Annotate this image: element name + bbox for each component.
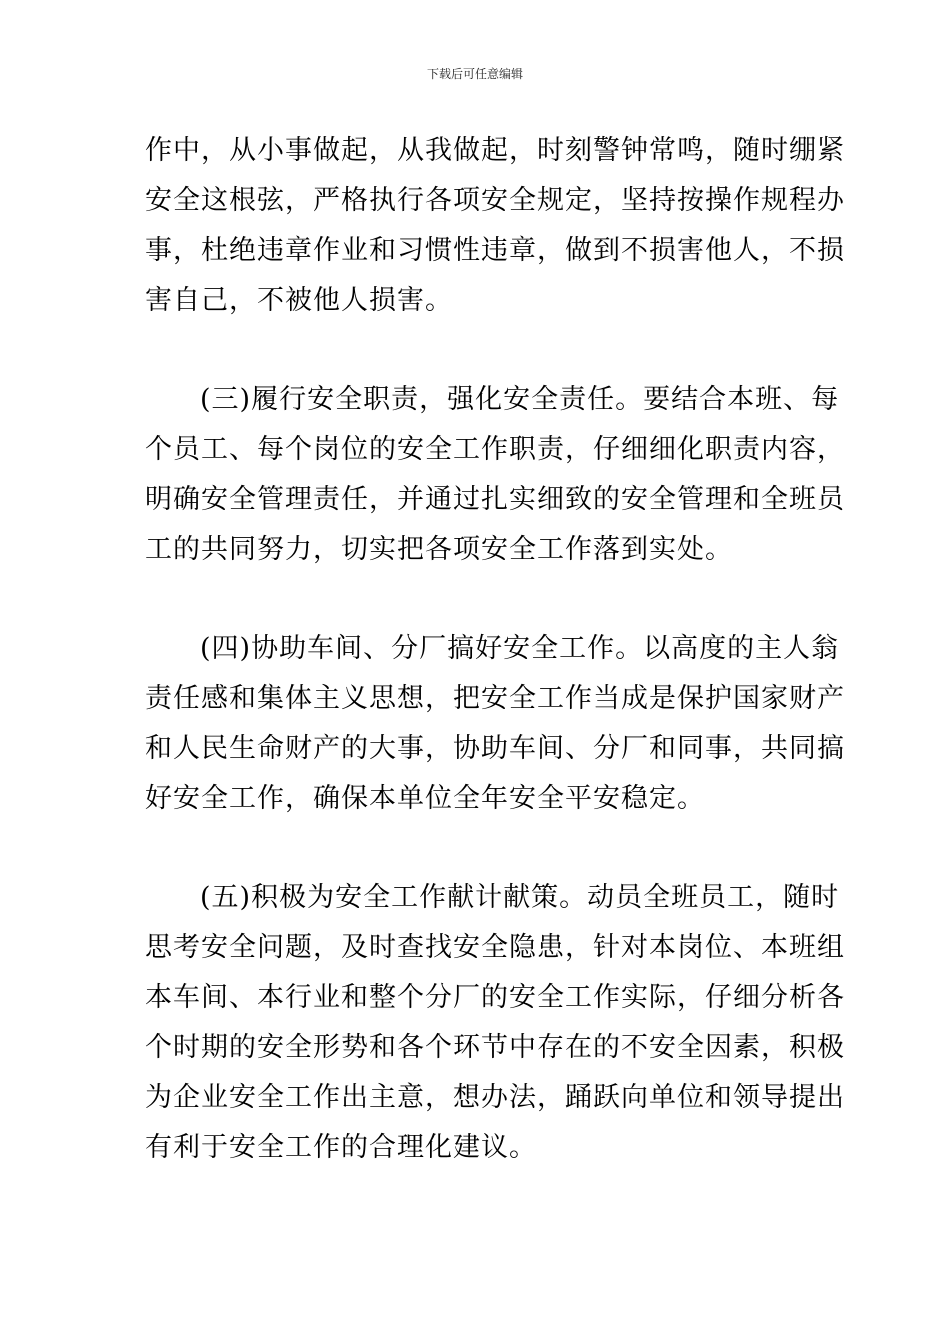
paragraph-gap — [145, 326, 807, 375]
paragraph-gap — [145, 575, 807, 624]
text-line: 害自己，不被他人损害。 — [145, 285, 453, 316]
text-line: 好安全工作，确保本单位全年安全平安稳定。 — [145, 783, 705, 814]
text-line: 作中，从小事做起，从我做起，时刻警钟常鸣，随时绷紧 — [145, 135, 845, 166]
text-line: 为企业安全工作出主意，想办法，踊跃向单位和领导提出 — [145, 1082, 845, 1113]
text-line: 本车间、本行业和整个分厂的安全工作实际，仔细分析各 — [145, 982, 845, 1013]
text-line: 责任感和集体主义思想，把安全工作当成是保护国家财产 — [145, 683, 845, 714]
paragraph-gap — [145, 824, 807, 873]
text-line: 个时期的安全形势和各个环节中存在的不安全因素，积极 — [145, 1032, 845, 1063]
text-line: (五)积极为安全工作献计献策。动员全班员工，随时 — [200, 882, 840, 913]
paragraph-section-3 — [145, 375, 845, 575]
text-line: 工的共同努力，切实把各项安全工作落到实处。 — [145, 534, 733, 565]
text-line: 和人民生命财产的大事，协助车间、分厂和同事，共同搞 — [145, 733, 845, 764]
document-body — [145, 126, 845, 1173]
text-line: 思考安全问题，及时查找安全隐患，针对本岗位、本班组 — [145, 932, 845, 963]
text-line: 安全这根弦，严格执行各项安全规定，坚持按操作规程办 — [145, 185, 845, 216]
paragraph-continuation — [145, 126, 845, 326]
text-line: 个员工、每个岗位的安全工作职责，仔细细化职责内容， — [145, 434, 845, 465]
header-note: 下载后可任意编辑 — [426, 67, 523, 81]
text-line: (三)履行安全职责，强化安全责任。要结合本班、每 — [200, 384, 840, 415]
text-line: 明确安全管理责任，并通过扎实细致的安全管理和全班员 — [145, 484, 845, 515]
paragraph-section-4 — [145, 624, 845, 824]
paragraph-section-5 — [145, 873, 845, 1173]
text-line: 事，杜绝违章作业和习惯性违章，做到不损害他人，不损 — [145, 235, 845, 266]
text-line: (四)协助车间、分厂搞好安全工作。以高度的主人翁 — [200, 633, 840, 664]
text-line: 有利于安全工作的合理化建议。 — [145, 1132, 537, 1163]
